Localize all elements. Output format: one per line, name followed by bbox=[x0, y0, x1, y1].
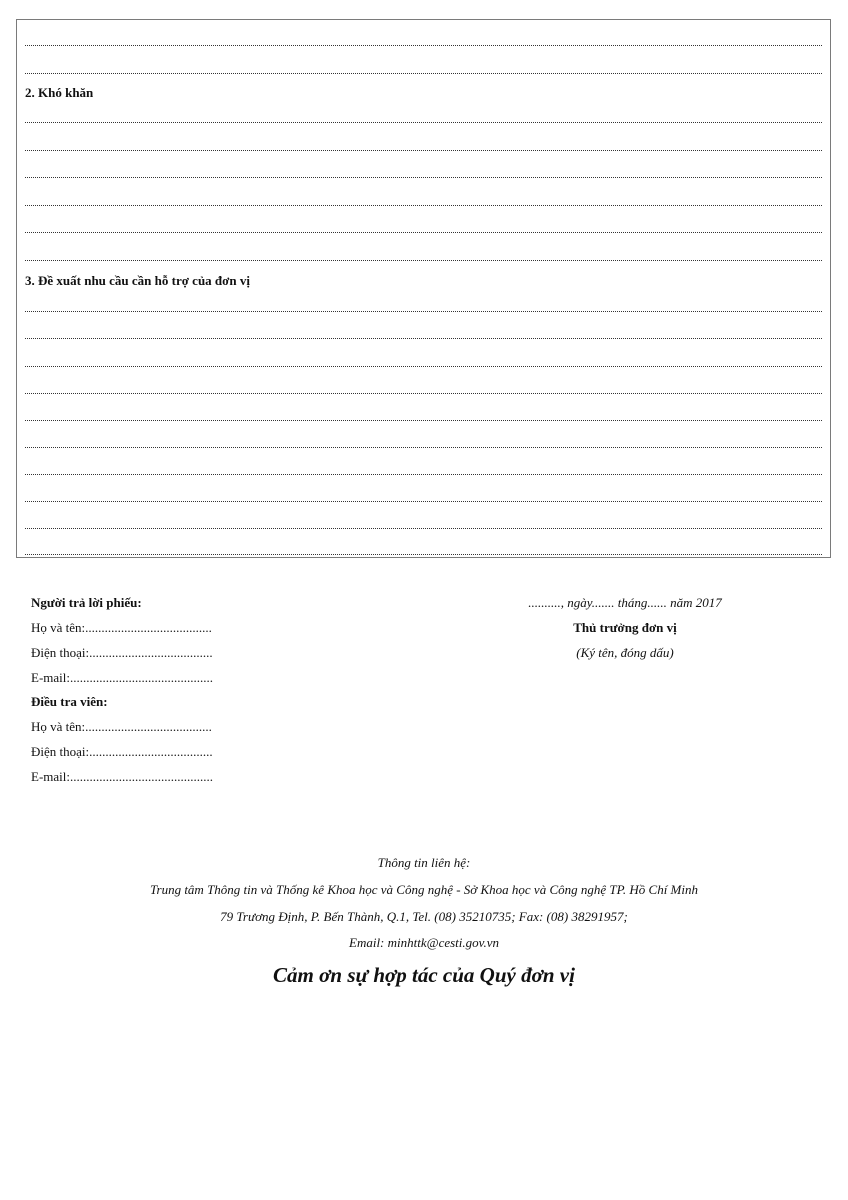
answer-line[interactable] bbox=[25, 311, 822, 312]
answer-line[interactable] bbox=[25, 420, 822, 421]
section-difficulties-title: 2. Khó khăn bbox=[25, 85, 94, 100]
surveyor-email-field[interactable]: E-mail:............................................ bbox=[31, 769, 213, 784]
answer-line[interactable] bbox=[25, 122, 822, 123]
surveyor-name-field[interactable]: Họ và tên:....................................... bbox=[31, 719, 212, 734]
survey-answer-box bbox=[16, 19, 831, 558]
answer-line[interactable] bbox=[25, 338, 822, 339]
answer-line[interactable] bbox=[25, 232, 822, 233]
respondent-name-field[interactable]: Họ và tên:....................................... bbox=[31, 620, 212, 635]
answer-line[interactable] bbox=[25, 73, 822, 74]
answer-line[interactable] bbox=[25, 474, 822, 475]
section-support-needs-title: 3. Đề xuất nhu cầu cần hỗ trợ của đơn vị bbox=[25, 273, 250, 288]
answer-line[interactable] bbox=[25, 177, 822, 178]
contact-address: 79 Trương Định, P. Bến Thành, Q.1, Tel. (08) 35210735; Fax: (08) 38291957; bbox=[220, 909, 628, 924]
answer-line[interactable] bbox=[25, 501, 822, 502]
answer-line[interactable] bbox=[25, 393, 822, 394]
answer-line[interactable] bbox=[25, 366, 822, 367]
respondent-heading: Người trả lời phiếu: bbox=[31, 595, 142, 610]
answer-line[interactable] bbox=[25, 45, 822, 46]
respondent-email-field[interactable]: E-mail:............................................ bbox=[31, 670, 213, 685]
surveyor-phone-field[interactable]: Điện thoại:...................................... bbox=[31, 744, 213, 759]
thank-you-message: Cảm ơn sự hợp tác của Quý đơn vị bbox=[273, 963, 575, 987]
signature-title: Thủ trưởng đơn vị bbox=[573, 620, 677, 635]
answer-line[interactable] bbox=[25, 447, 822, 448]
respondent-phone-field[interactable]: Điện thoại:...................................... bbox=[31, 645, 213, 660]
signature-note: (Ký tên, đóng dấu) bbox=[576, 645, 674, 660]
signature-date[interactable]: .........., ngày....... tháng...... năm 2017 bbox=[528, 595, 722, 610]
surveyor-heading: Điều tra viên: bbox=[31, 694, 108, 709]
answer-line[interactable] bbox=[25, 260, 822, 261]
contact-email: Email: minhttk@cesti.gov.vn bbox=[349, 935, 499, 950]
answer-line[interactable] bbox=[25, 205, 822, 206]
answer-line[interactable] bbox=[25, 528, 822, 529]
answer-line[interactable] bbox=[25, 150, 822, 151]
answer-line[interactable] bbox=[25, 554, 822, 555]
contact-organization: Trung tâm Thông tin và Thống kê Khoa học và Công nghệ - Sở Khoa học và Công nghệ TP. Hồ Chí Minh bbox=[150, 882, 698, 897]
contact-heading: Thông tin liên hệ: bbox=[377, 855, 471, 870]
